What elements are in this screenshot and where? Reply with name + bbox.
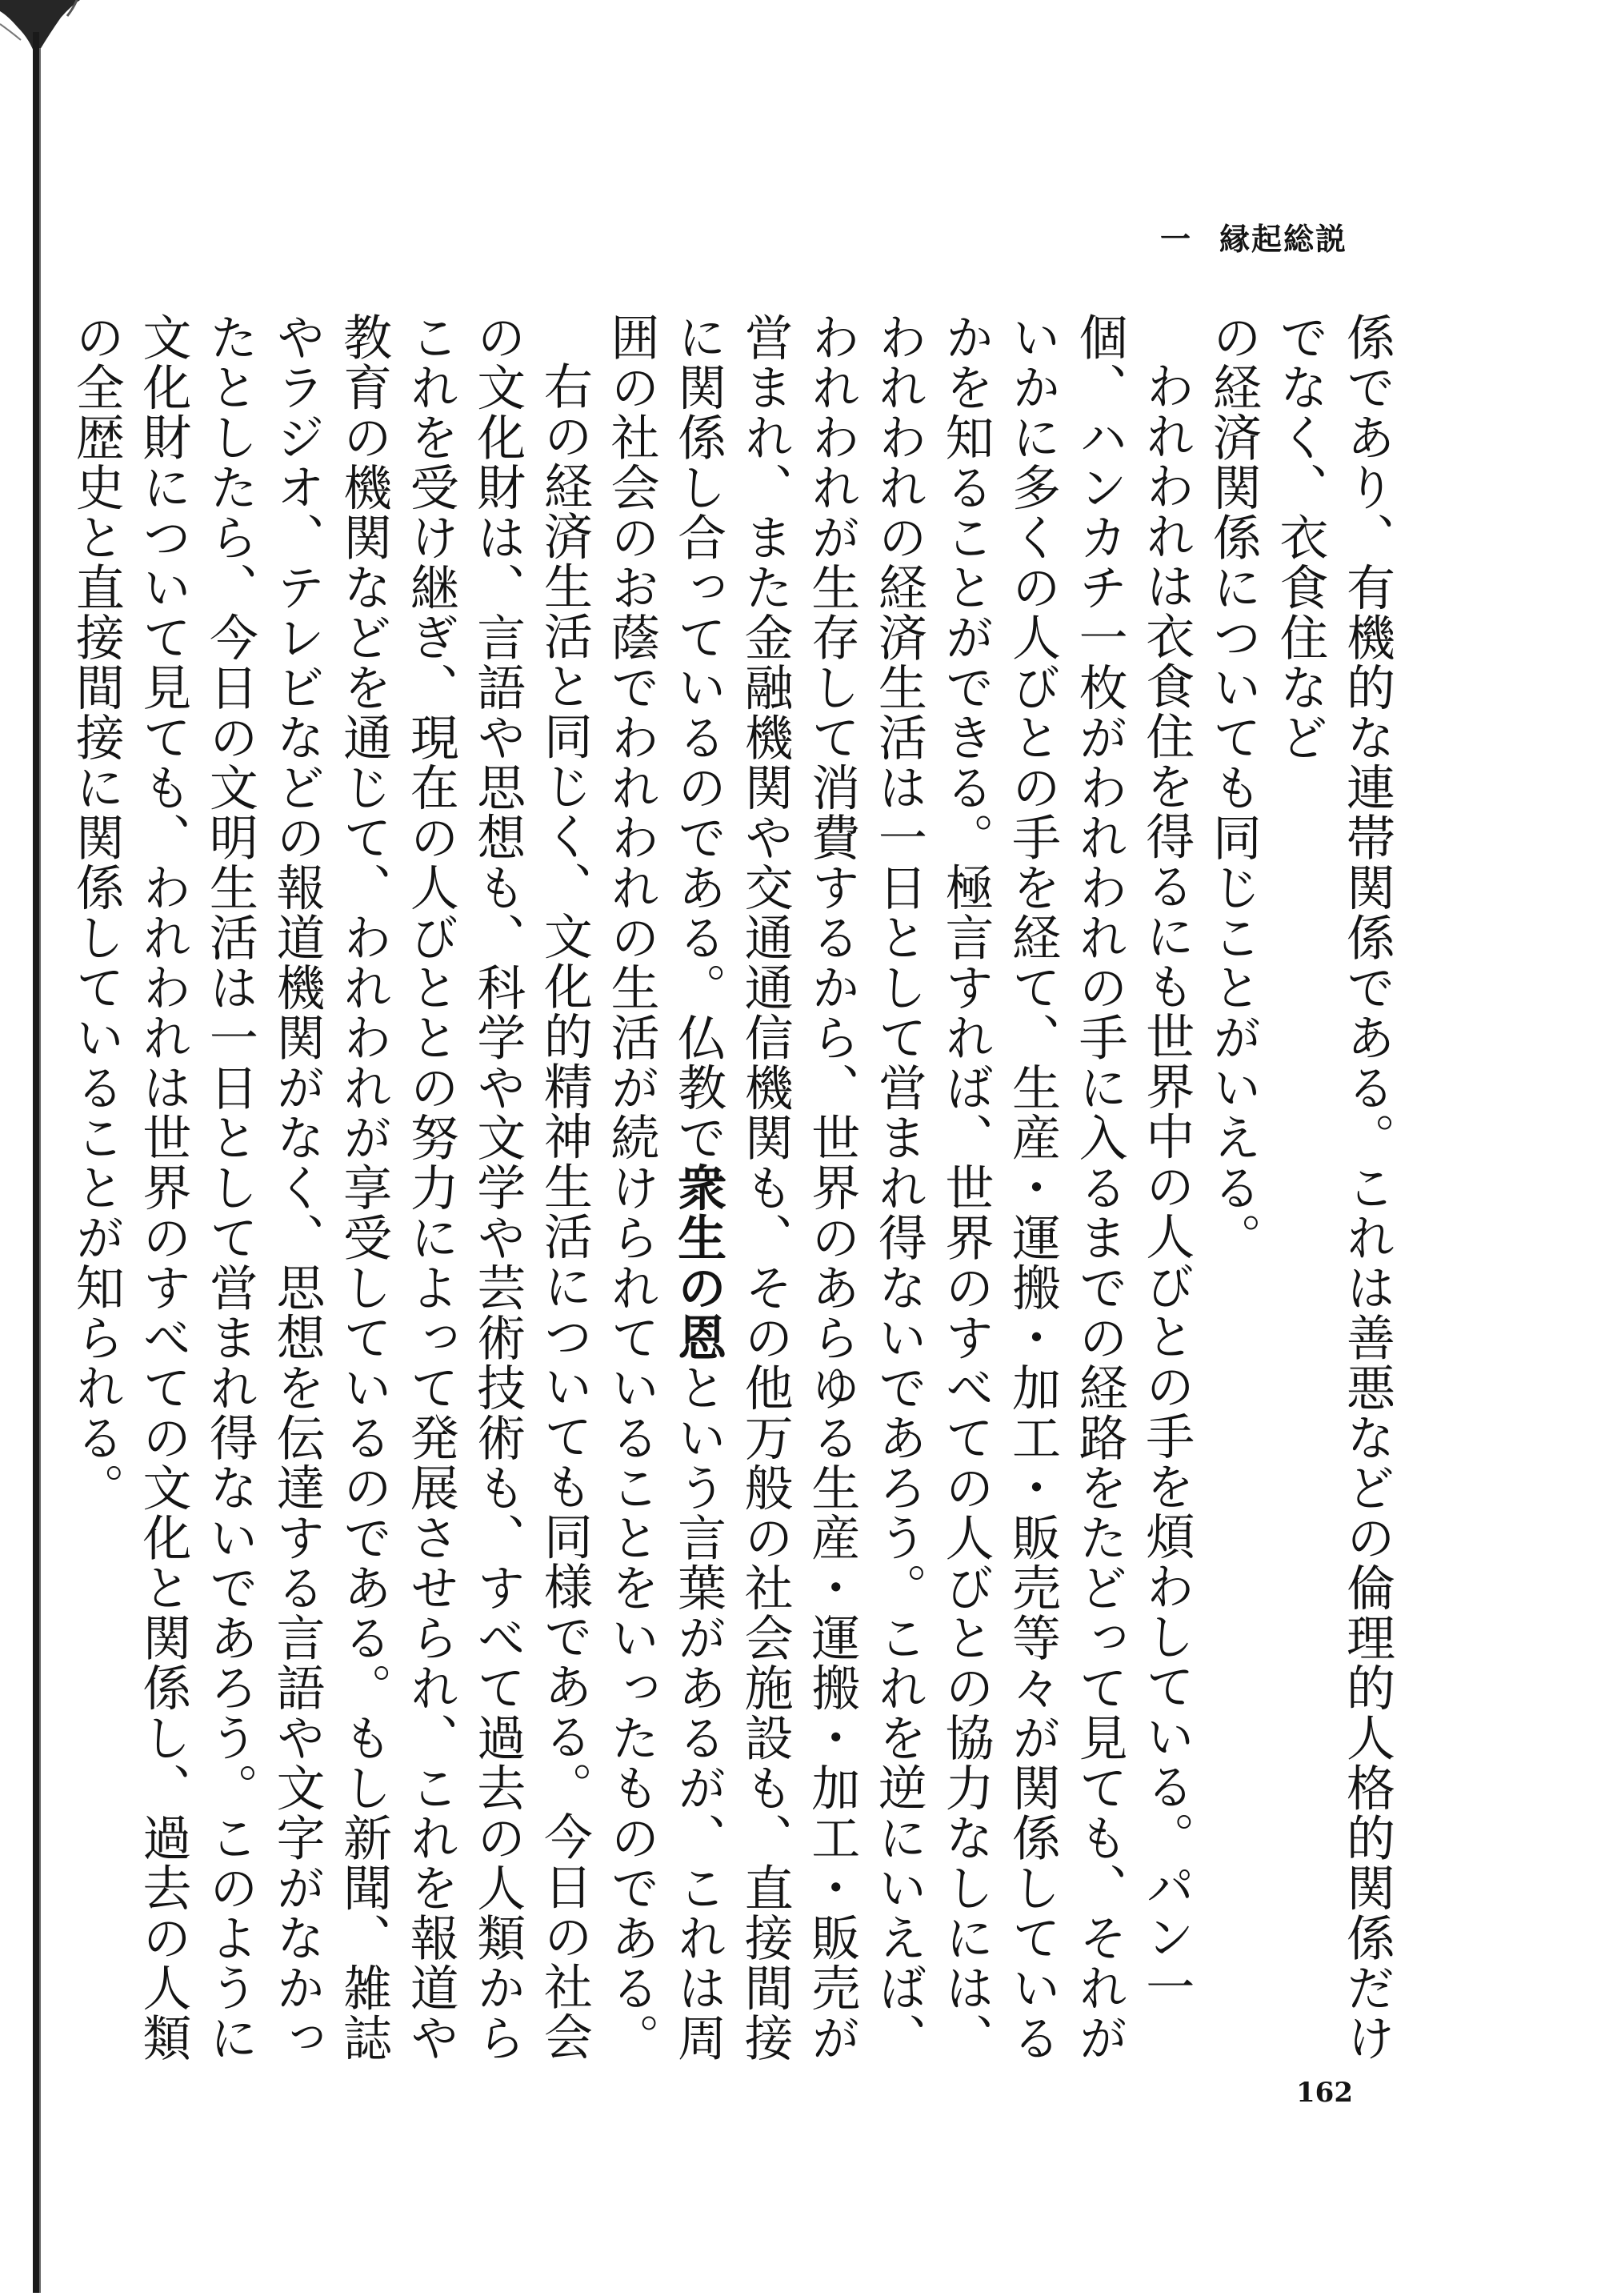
paragraph-1-line-1: 係であり、有機的な連帯関係である。これは善悪などの倫理的人格的関係だけでなく、衣食住など — [1271, 312, 1395, 2063]
paragraph-1-line-2: の経済関係についても同じことがいえる。 — [1204, 312, 1262, 1263]
paragraph-3: 右の経済生活と同じく、文化的精神生活についても同様である。今日の社会の文化財は、言語や思想も、科学や文学や芸術技術も、すべて過去の人類からこれを受け継ぎ、現在の人びととの努力によって発展させられ、これを報道や教育の機関などを通じて、われわれが享受しているのである。もし新聞、雑誌やラジオ、テレビなどの報道機関がなく、思想を伝達する言語や文字がなかったとしたら、今日の文明生活は一日として営まれ得ないであろう。このように文化財について見ても、われわれは世界のすべての文化と関係し、過去の人類の全歴史と直接間接に関係していることが知られる。 — [67, 312, 593, 2063]
section-title: 縁起総説 — [1219, 221, 1348, 257]
running-head — [1160, 214, 1400, 258]
paragraph-2-text-a: われわれは衣食住を得るにも世界中の人びとの手を煩わしている。パン一個、ハンカチ一枚がわれわれの手に入るまでの経路をたどって見ても、それがいかに多くの人びとの手を経て、生産・運搬・加工・販売等々が関係しているかを知ることができる。極言すれば、世界のすべての人びとの協力なしには、われわれの経済生活は一日として営まれ得ないであろう。これを逆にいえば、われわれが生存して消費するから、世界のあらゆる生産・運搬・加工・販売が営まれ、また金融機関や交通通信機関も、その他万般の社会施設も、直接間接に関係し合っているのである。仏教で — [670, 312, 1195, 2063]
paragraph-2-text-b: という言葉があるが、これは周囲の社会のお蔭でわれわれの生活が続けられていることをいったものである。 — [602, 312, 727, 2063]
paragraph-2 — [598, 312, 1199, 2073]
bold-term: 衆生の恩 — [670, 1162, 727, 1363]
body-text — [67, 312, 1400, 2073]
page-number: 162 — [1296, 2077, 1353, 2109]
section-number: 一 — [1160, 221, 1193, 257]
